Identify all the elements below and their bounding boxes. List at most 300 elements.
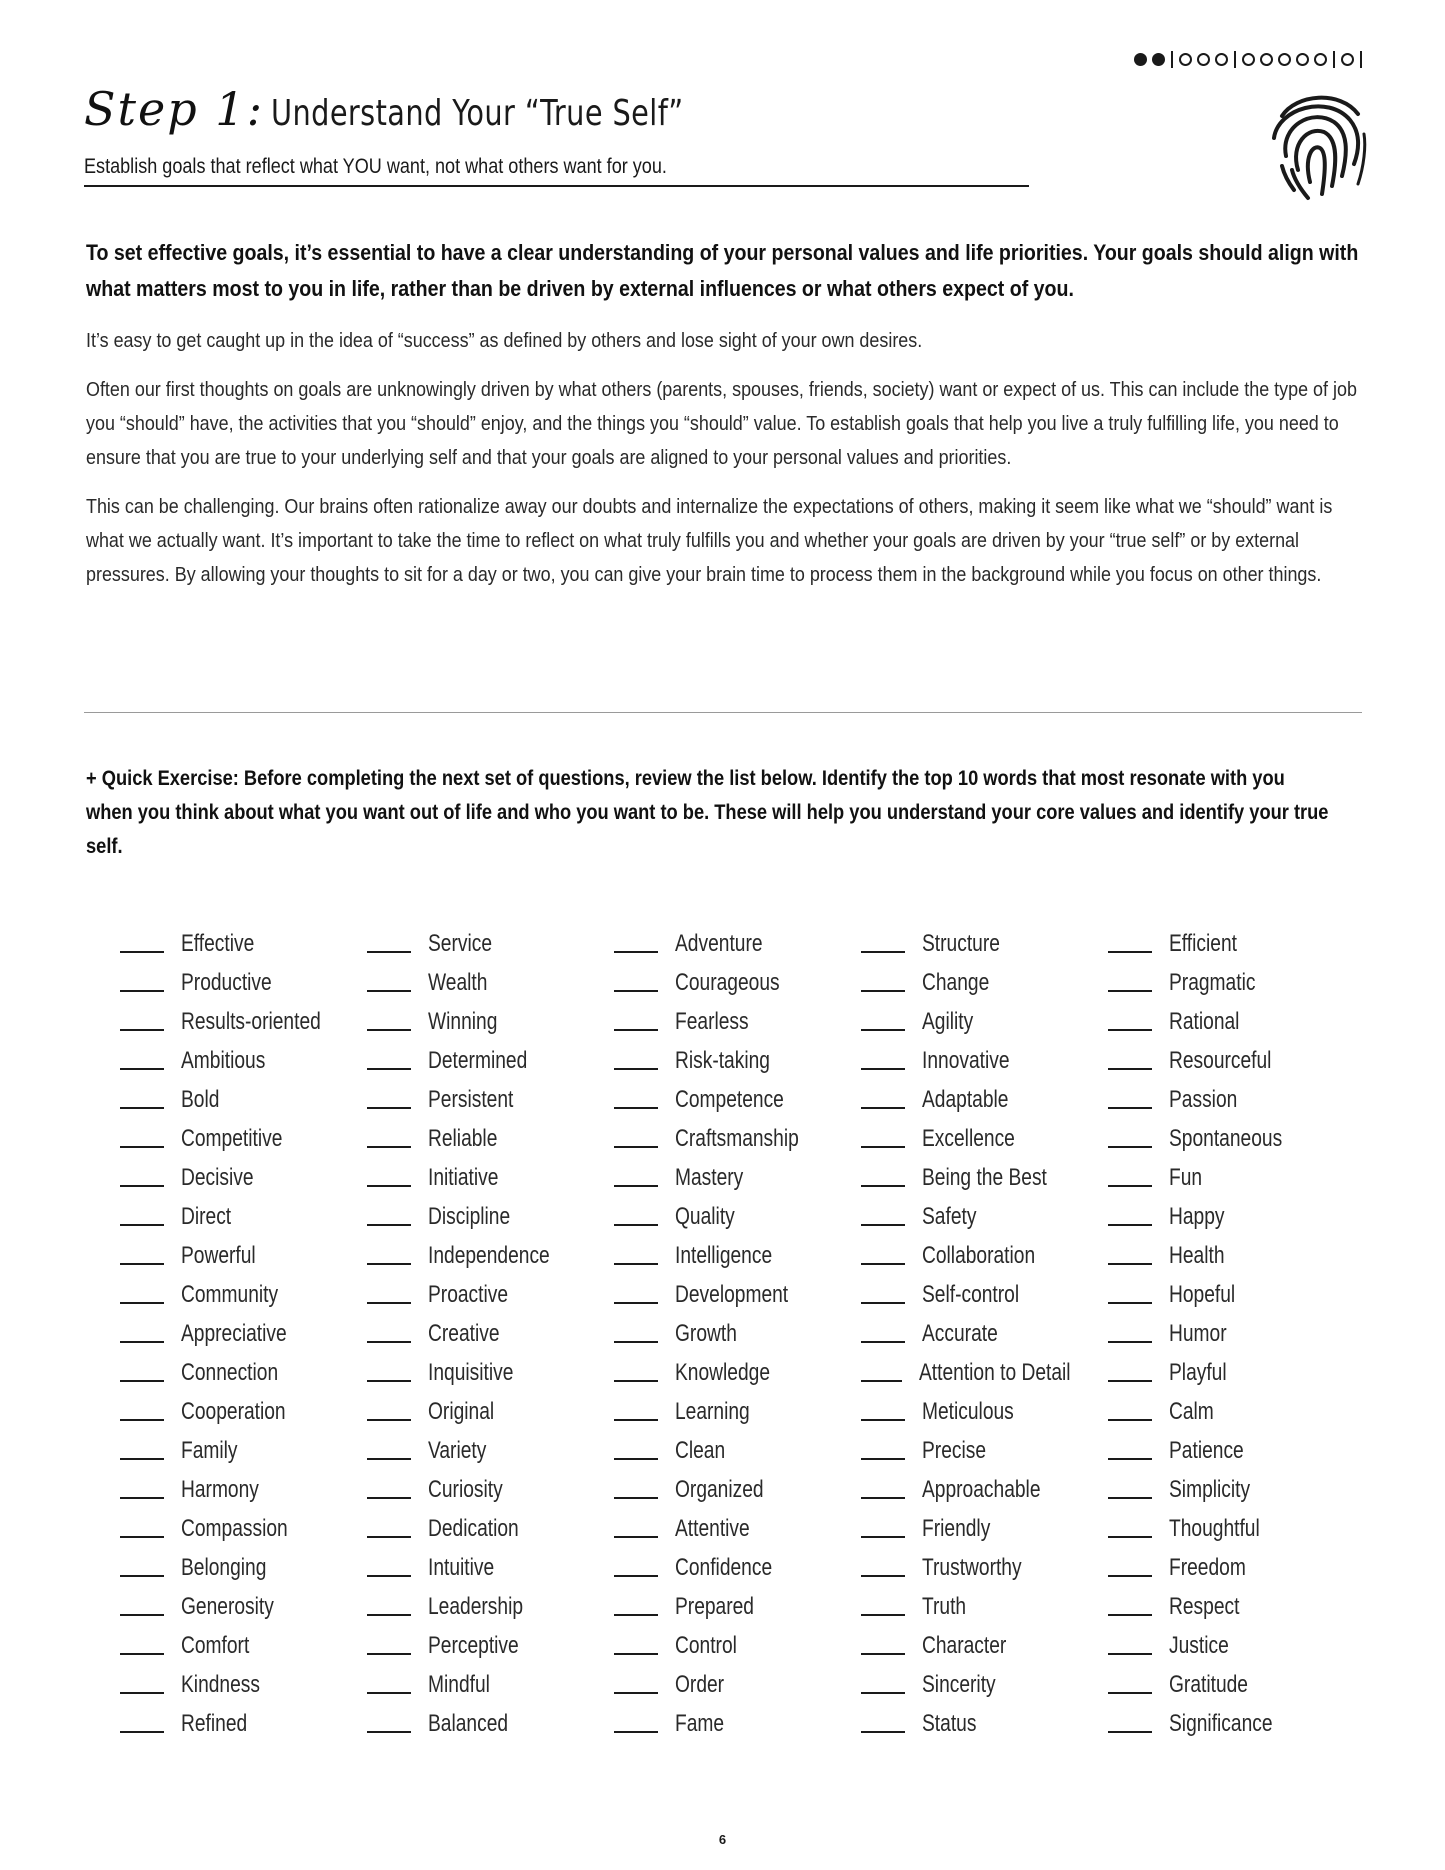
- word-item: [367, 1431, 614, 1470]
- checkmark-blank-line[interactable]: [1108, 1380, 1152, 1382]
- checkmark-blank-line[interactable]: [367, 1068, 411, 1070]
- checkmark-blank-line[interactable]: [1108, 1575, 1152, 1577]
- word-item: [614, 924, 861, 963]
- word-label: Adventure: [675, 929, 763, 957]
- checkmark-blank-line[interactable]: [120, 1068, 164, 1070]
- word-item: [1108, 1548, 1355, 1587]
- word-item: [367, 1392, 614, 1431]
- checkmark-blank-line[interactable]: [614, 1146, 658, 1148]
- checkmark-blank-line[interactable]: [861, 1107, 905, 1109]
- word-label: Refined: [181, 1709, 248, 1737]
- checkmark-blank-line[interactable]: [120, 1224, 164, 1226]
- word-label: Ambitious: [181, 1046, 266, 1074]
- word-label: Agility: [922, 1007, 974, 1035]
- word-label: Balanced: [428, 1709, 509, 1737]
- word-label: Risk-taking: [675, 1046, 770, 1074]
- word-label: Knowledge: [675, 1358, 771, 1386]
- checkmark-blank-line[interactable]: [367, 1458, 411, 1460]
- checkmark-blank-line[interactable]: [367, 1536, 411, 1538]
- word-item: [120, 924, 367, 963]
- word-label: Sincerity: [922, 1670, 996, 1698]
- word-label: Belonging: [181, 1553, 267, 1581]
- word-item: [861, 1548, 1108, 1587]
- checkmark-blank-line[interactable]: [614, 1029, 658, 1031]
- word-item: [367, 1509, 614, 1548]
- checkmark-blank-line[interactable]: [861, 1068, 905, 1070]
- word-label: Character: [922, 1631, 1007, 1659]
- word-label: Generosity: [181, 1592, 274, 1620]
- word-item: [861, 1080, 1108, 1119]
- progress-dot-2: [1152, 53, 1165, 66]
- word-item: [1108, 1392, 1355, 1431]
- checkmark-blank-line[interactable]: [120, 1575, 164, 1577]
- checkmark-blank-line[interactable]: [1108, 1458, 1152, 1460]
- progress-separator: [1171, 51, 1173, 68]
- word-item: [614, 1041, 861, 1080]
- paragraph-1: It’s easy to get caught up in the idea of “success” as defined by others and lose sight of your own desires.: [86, 329, 923, 352]
- word-item: [120, 1509, 367, 1548]
- word-item: [367, 1665, 614, 1704]
- word-item: [367, 1119, 614, 1158]
- word-item: [120, 1314, 367, 1353]
- word-item: [367, 1041, 614, 1080]
- checkmark-blank-line[interactable]: [120, 1107, 164, 1109]
- checkmark-blank-line[interactable]: [1108, 1185, 1152, 1187]
- word-label: Powerful: [181, 1241, 256, 1269]
- word-item: [120, 1587, 367, 1626]
- checkmark-blank-line[interactable]: [367, 1497, 411, 1499]
- word-item: [120, 1548, 367, 1587]
- word-label: Playful: [1169, 1358, 1227, 1386]
- progress-indicator: [1134, 50, 1363, 68]
- word-item: [1108, 1080, 1355, 1119]
- checkmark-blank-line[interactable]: [614, 1185, 658, 1187]
- word-item: [120, 1353, 367, 1392]
- checkmark-blank-line[interactable]: [1108, 1302, 1152, 1304]
- word-label: Direct: [181, 1202, 232, 1230]
- word-label: Cooperation: [181, 1397, 286, 1425]
- checkmark-blank-line[interactable]: [120, 1692, 164, 1694]
- checkmark-blank-line[interactable]: [367, 1029, 411, 1031]
- checkmark-blank-line[interactable]: [614, 1653, 658, 1655]
- word-item: [367, 1587, 614, 1626]
- word-label: Resourceful: [1169, 1046, 1272, 1074]
- word-item: [861, 1704, 1108, 1743]
- checkmark-blank-line[interactable]: [120, 1263, 164, 1265]
- word-label: Productive: [181, 968, 272, 996]
- checkmark-blank-line[interactable]: [120, 1185, 164, 1187]
- checkmark-blank-line[interactable]: [1108, 1029, 1152, 1031]
- word-item: [614, 1353, 861, 1392]
- word-item: [1108, 1041, 1355, 1080]
- page-number: 6: [718, 1832, 727, 1847]
- word-label: Intelligence: [675, 1241, 773, 1269]
- word-label: Comfort: [181, 1631, 250, 1659]
- progress-separator: [1333, 51, 1335, 68]
- progress-dot-1: [1134, 53, 1147, 66]
- checkmark-blank-line[interactable]: [614, 1302, 658, 1304]
- word-item: [861, 1158, 1108, 1197]
- checkmark-blank-line[interactable]: [861, 1224, 905, 1226]
- word-item: [367, 1158, 614, 1197]
- word-item: [120, 1002, 367, 1041]
- word-label: Initiative: [428, 1163, 499, 1191]
- word-item: [1108, 1158, 1355, 1197]
- quick-exercise-instructions: + Quick Exercise: Before completing the next set of questions, review the list below. Identify the top 10 words that most resonate with you when you think about what you want out of life and who you want to be. These will help you understand your core values and identify your true self.: [86, 767, 1329, 858]
- word-item: [367, 1275, 614, 1314]
- word-label: Prepared: [675, 1592, 754, 1620]
- checkmark-blank-line[interactable]: [1108, 1692, 1152, 1694]
- checkmark-blank-line[interactable]: [120, 1536, 164, 1538]
- checkmark-blank-line[interactable]: [367, 951, 411, 953]
- lead-paragraph: To set effective goals, it’s essential to have a clear understanding of your personal values and life priorities. Your goals should align with what matters most to you in life, rather than be driven by external influences or what others expect of you.: [86, 240, 1359, 301]
- checkmark-blank-line[interactable]: [1108, 1614, 1152, 1616]
- checkmark-blank-line[interactable]: [614, 1536, 658, 1538]
- word-label: Inquisitive: [428, 1358, 514, 1386]
- checkmark-blank-line[interactable]: [367, 1146, 411, 1148]
- word-item: [861, 1002, 1108, 1041]
- word-label: Effective: [181, 929, 255, 957]
- checkmark-blank-line[interactable]: [367, 1107, 411, 1109]
- checkmark-blank-line[interactable]: [367, 1185, 411, 1187]
- word-label: Passion: [1169, 1085, 1238, 1113]
- checkmark-blank-line[interactable]: [861, 1575, 905, 1577]
- word-label: Results-oriented: [181, 1007, 321, 1035]
- word-item: [614, 1002, 861, 1041]
- word-label: Clean: [675, 1436, 726, 1464]
- progress-dot-10: [1314, 53, 1327, 66]
- checkmark-blank-line[interactable]: [120, 1029, 164, 1031]
- word-item: [614, 1392, 861, 1431]
- word-item: [120, 963, 367, 1002]
- checkmark-blank-line[interactable]: [614, 1497, 658, 1499]
- checkmark-blank-line[interactable]: [861, 1263, 905, 1265]
- word-item: [861, 1314, 1108, 1353]
- word-label: Independence: [428, 1241, 550, 1269]
- checkmark-blank-line[interactable]: [861, 1146, 905, 1148]
- checkmark-blank-line[interactable]: [614, 1224, 658, 1226]
- word-label: Friendly: [922, 1514, 991, 1542]
- checkmark-blank-line[interactable]: [614, 1614, 658, 1616]
- word-label: Leadership: [428, 1592, 524, 1620]
- word-label: Creative: [428, 1319, 500, 1347]
- word-item: [614, 1626, 861, 1665]
- word-label: Respect: [1169, 1592, 1240, 1620]
- word-item: [1108, 924, 1355, 963]
- word-item: [1108, 1119, 1355, 1158]
- word-item: [1108, 1353, 1355, 1392]
- word-item: [614, 1197, 861, 1236]
- checkmark-blank-line[interactable]: [367, 1653, 411, 1655]
- word-column-1: [120, 924, 367, 1743]
- word-item: [120, 1197, 367, 1236]
- word-label: Calm: [1169, 1397, 1214, 1425]
- checkmark-blank-line[interactable]: [861, 1653, 905, 1655]
- word-label: Harmony: [181, 1475, 259, 1503]
- word-label: Development: [675, 1280, 789, 1308]
- checkmark-blank-line[interactable]: [861, 1497, 905, 1499]
- word-column-4: [861, 924, 1108, 1743]
- word-item: [120, 1626, 367, 1665]
- checkmark-blank-line[interactable]: [614, 1380, 658, 1382]
- progress-separator: [1234, 51, 1236, 68]
- progress-separator: [1360, 51, 1362, 68]
- checkmark-blank-line[interactable]: [367, 1263, 411, 1265]
- word-label: Bold: [181, 1085, 220, 1113]
- word-label: Self-control: [922, 1280, 1020, 1308]
- word-label: Discipline: [428, 1202, 511, 1230]
- word-label: Reliable: [428, 1124, 498, 1152]
- word-item: [120, 1431, 367, 1470]
- word-item: [1108, 963, 1355, 1002]
- checkmark-blank-line[interactable]: [120, 1653, 164, 1655]
- checkmark-blank-line[interactable]: [1108, 990, 1152, 992]
- word-label: Excellence: [922, 1124, 1015, 1152]
- checkmark-blank-line[interactable]: [1108, 1224, 1152, 1226]
- word-item: [614, 1275, 861, 1314]
- checkmark-blank-line[interactable]: [120, 990, 164, 992]
- word-item: [861, 1626, 1108, 1665]
- checkmark-blank-line[interactable]: [614, 1341, 658, 1343]
- checkmark-blank-line[interactable]: [861, 1185, 905, 1187]
- checkmark-blank-line[interactable]: [120, 1419, 164, 1421]
- word-item: [861, 1470, 1108, 1509]
- word-item: [1108, 1665, 1355, 1704]
- word-label: Attention to Detail: [918, 1358, 1071, 1386]
- header-divider: [84, 185, 1029, 187]
- checkmark-blank-line[interactable]: [120, 1341, 164, 1343]
- checkmark-blank-line[interactable]: [1108, 1653, 1152, 1655]
- word-label: Collaboration: [922, 1241, 1036, 1269]
- checkmark-blank-line[interactable]: [367, 1731, 411, 1733]
- word-item: [861, 1665, 1108, 1704]
- word-item: [861, 924, 1108, 963]
- progress-dot-3: [1179, 53, 1192, 66]
- word-label: Competitive: [181, 1124, 283, 1152]
- word-item: [614, 1704, 861, 1743]
- step-label: Step 1: [84, 82, 247, 136]
- progress-dot-6: [1242, 53, 1255, 66]
- word-item: [861, 1275, 1108, 1314]
- word-item: [861, 1353, 1108, 1392]
- word-item: [1108, 1509, 1355, 1548]
- word-label: Spontaneous: [1169, 1124, 1283, 1152]
- word-label: Hopeful: [1169, 1280, 1236, 1308]
- checkmark-blank-line[interactable]: [1108, 1107, 1152, 1109]
- word-label: Community: [181, 1280, 279, 1308]
- checkmark-blank-line[interactable]: [120, 1614, 164, 1616]
- word-label: Compassion: [181, 1514, 288, 1542]
- checkmark-blank-line[interactable]: [861, 1419, 905, 1421]
- checkmark-blank-line[interactable]: [861, 1458, 905, 1460]
- word-label: Quality: [675, 1202, 735, 1230]
- word-label: Status: [922, 1709, 977, 1737]
- word-item: [614, 1158, 861, 1197]
- checkmark-blank-line[interactable]: [367, 1692, 411, 1694]
- checkmark-blank-line[interactable]: [367, 1380, 411, 1382]
- checkmark-blank-line[interactable]: [861, 990, 905, 992]
- progress-dot-4: [1197, 53, 1210, 66]
- checkmark-blank-line[interactable]: [614, 1731, 658, 1733]
- word-label: Fearless: [675, 1007, 749, 1035]
- word-label: Determined: [428, 1046, 528, 1074]
- word-label: Persistent: [428, 1085, 514, 1113]
- checkmark-blank-line[interactable]: [861, 1731, 905, 1733]
- checkmark-blank-line[interactable]: [120, 1380, 164, 1382]
- checkmark-blank-line[interactable]: [367, 990, 411, 992]
- word-item: [614, 1548, 861, 1587]
- word-item: [861, 1509, 1108, 1548]
- checkmark-blank-line[interactable]: [367, 1614, 411, 1616]
- word-label: Control: [675, 1631, 737, 1659]
- word-item: [1108, 1236, 1355, 1275]
- word-column-5: [1108, 924, 1355, 1743]
- checkmark-blank-line[interactable]: [120, 951, 164, 953]
- word-label: Mastery: [675, 1163, 744, 1191]
- word-label: Gratitude: [1169, 1670, 1248, 1698]
- checkmark-blank-line[interactable]: [861, 1341, 905, 1343]
- word-item: [367, 963, 614, 1002]
- checkmark-blank-line[interactable]: [120, 1146, 164, 1148]
- word-label: Perceptive: [428, 1631, 519, 1659]
- checkmark-blank-line[interactable]: [120, 1302, 164, 1304]
- checkmark-blank-line[interactable]: [367, 1224, 411, 1226]
- checkmark-blank-line[interactable]: [1108, 1263, 1152, 1265]
- checkmark-blank-line[interactable]: [1108, 1536, 1152, 1538]
- checkmark-blank-line[interactable]: [614, 1068, 658, 1070]
- word-label: Thoughtful: [1169, 1514, 1260, 1542]
- word-label: Rational: [1169, 1007, 1240, 1035]
- word-label: Happy: [1169, 1202, 1225, 1230]
- section-divider: [84, 712, 1362, 713]
- word-item: [614, 1665, 861, 1704]
- checkmark-blank-line[interactable]: [861, 1614, 905, 1616]
- word-item: [1108, 1197, 1355, 1236]
- checkmark-blank-line[interactable]: [614, 1692, 658, 1694]
- checkmark-blank-line[interactable]: [120, 1458, 164, 1460]
- progress-dot-5: [1215, 53, 1228, 66]
- checkmark-blank-line[interactable]: [861, 1380, 902, 1382]
- word-label: Pragmatic: [1169, 968, 1256, 996]
- checkmark-blank-line[interactable]: [367, 1419, 411, 1421]
- word-label: Competence: [675, 1085, 784, 1113]
- checkmark-blank-line[interactable]: [1108, 951, 1152, 953]
- word-item: [367, 924, 614, 963]
- word-item: [861, 1236, 1108, 1275]
- paragraph-2: Often our first thoughts on goals are unknowingly driven by what others (parents, spouses, friends, society) want or expect of us. This can include the type of job you “should” have, the activities that you “should” enjoy, and the things you “should” value. To establish goals that help you live a truly fulfilling life, you need to ensure that you are true to your underlying self and that your goals are aligned to your personal values and priorities.: [86, 378, 1357, 469]
- checkmark-blank-line[interactable]: [861, 1029, 905, 1031]
- checkmark-blank-line[interactable]: [1108, 1419, 1152, 1421]
- word-column-2: [367, 924, 614, 1743]
- word-item: [120, 1704, 367, 1743]
- values-word-grid: [120, 924, 1355, 1743]
- word-item: [367, 1197, 614, 1236]
- checkmark-blank-line[interactable]: [614, 1458, 658, 1460]
- word-item: [861, 1392, 1108, 1431]
- word-label: Health: [1169, 1241, 1225, 1269]
- word-label: Dedication: [428, 1514, 519, 1542]
- word-label: Order: [675, 1670, 725, 1698]
- word-label: Family: [181, 1436, 238, 1464]
- checkmark-blank-line[interactable]: [861, 1536, 905, 1538]
- word-label: Connection: [181, 1358, 279, 1386]
- checkmark-blank-line[interactable]: [1108, 1068, 1152, 1070]
- word-item: [861, 963, 1108, 1002]
- word-item: [367, 1626, 614, 1665]
- progress-dot-8: [1278, 53, 1291, 66]
- paragraph-3: This can be challenging. Our brains often rationalize away our doubts and internalize the expectations of others, making it seem like what we “should” want is what we actually want. It’s important to take the time to reflect on what truly fulfills you and whether your goals are driven by your “true self” or by external pressures. By allowing your thoughts to sit for a day or two, you can give your brain time to process them in the background while you focus on other things.: [86, 495, 1333, 586]
- word-item: [120, 1041, 367, 1080]
- checkmark-blank-line[interactable]: [614, 1419, 658, 1421]
- word-item: [861, 1197, 1108, 1236]
- checkmark-blank-line[interactable]: [1108, 1146, 1152, 1148]
- word-item: [367, 1353, 614, 1392]
- word-label: Adaptable: [922, 1085, 1009, 1113]
- word-item: [861, 1587, 1108, 1626]
- word-item: [120, 1392, 367, 1431]
- word-item: [120, 1119, 367, 1158]
- checkmark-blank-line[interactable]: [614, 1575, 658, 1577]
- word-item: [1108, 1470, 1355, 1509]
- word-item: [614, 1119, 861, 1158]
- word-label: Service: [428, 929, 493, 957]
- checkmark-blank-line[interactable]: [367, 1575, 411, 1577]
- word-label: Justice: [1169, 1631, 1229, 1659]
- word-label: Significance: [1169, 1709, 1273, 1737]
- checkmark-blank-line[interactable]: [367, 1302, 411, 1304]
- checkmark-blank-line[interactable]: [614, 1263, 658, 1265]
- word-label: Winning: [428, 1007, 498, 1035]
- word-label: Meticulous: [922, 1397, 1014, 1425]
- checkmark-blank-line[interactable]: [614, 951, 658, 953]
- word-item: [120, 1080, 367, 1119]
- checkmark-blank-line[interactable]: [367, 1341, 411, 1343]
- word-label: Learning: [675, 1397, 750, 1425]
- word-item: [120, 1665, 367, 1704]
- word-label: Simplicity: [1169, 1475, 1251, 1503]
- checkmark-blank-line[interactable]: [861, 1692, 905, 1694]
- word-item: [614, 1509, 861, 1548]
- word-label: Patience: [1169, 1436, 1244, 1464]
- checkmark-blank-line[interactable]: [614, 990, 658, 992]
- word-item: [1108, 1587, 1355, 1626]
- checkmark-blank-line[interactable]: [1108, 1341, 1152, 1343]
- word-label: Efficient: [1169, 929, 1237, 957]
- word-label: Trustworthy: [922, 1553, 1022, 1581]
- word-item: [614, 1314, 861, 1353]
- checkmark-blank-line[interactable]: [861, 1302, 905, 1304]
- checkmark-blank-line[interactable]: [120, 1731, 164, 1733]
- word-item: [861, 1119, 1108, 1158]
- page-header: [84, 82, 1029, 136]
- checkmark-blank-line[interactable]: [861, 951, 905, 953]
- word-label: Fun: [1169, 1163, 1203, 1191]
- word-item: [367, 1548, 614, 1587]
- checkmark-blank-line[interactable]: [120, 1497, 164, 1499]
- word-label: Kindness: [181, 1670, 260, 1698]
- word-item: [367, 1236, 614, 1275]
- checkmark-blank-line[interactable]: [1108, 1497, 1152, 1499]
- checkmark-blank-line[interactable]: [614, 1107, 658, 1109]
- page-title: Understand Your “True Self”: [270, 93, 684, 134]
- checkmark-blank-line[interactable]: [1108, 1731, 1152, 1733]
- word-item: [367, 1002, 614, 1041]
- word-label: Structure: [922, 929, 1000, 957]
- word-label: Growth: [675, 1319, 737, 1347]
- word-item: [1108, 1626, 1355, 1665]
- word-label: Confidence: [675, 1553, 773, 1581]
- word-item: [861, 1041, 1108, 1080]
